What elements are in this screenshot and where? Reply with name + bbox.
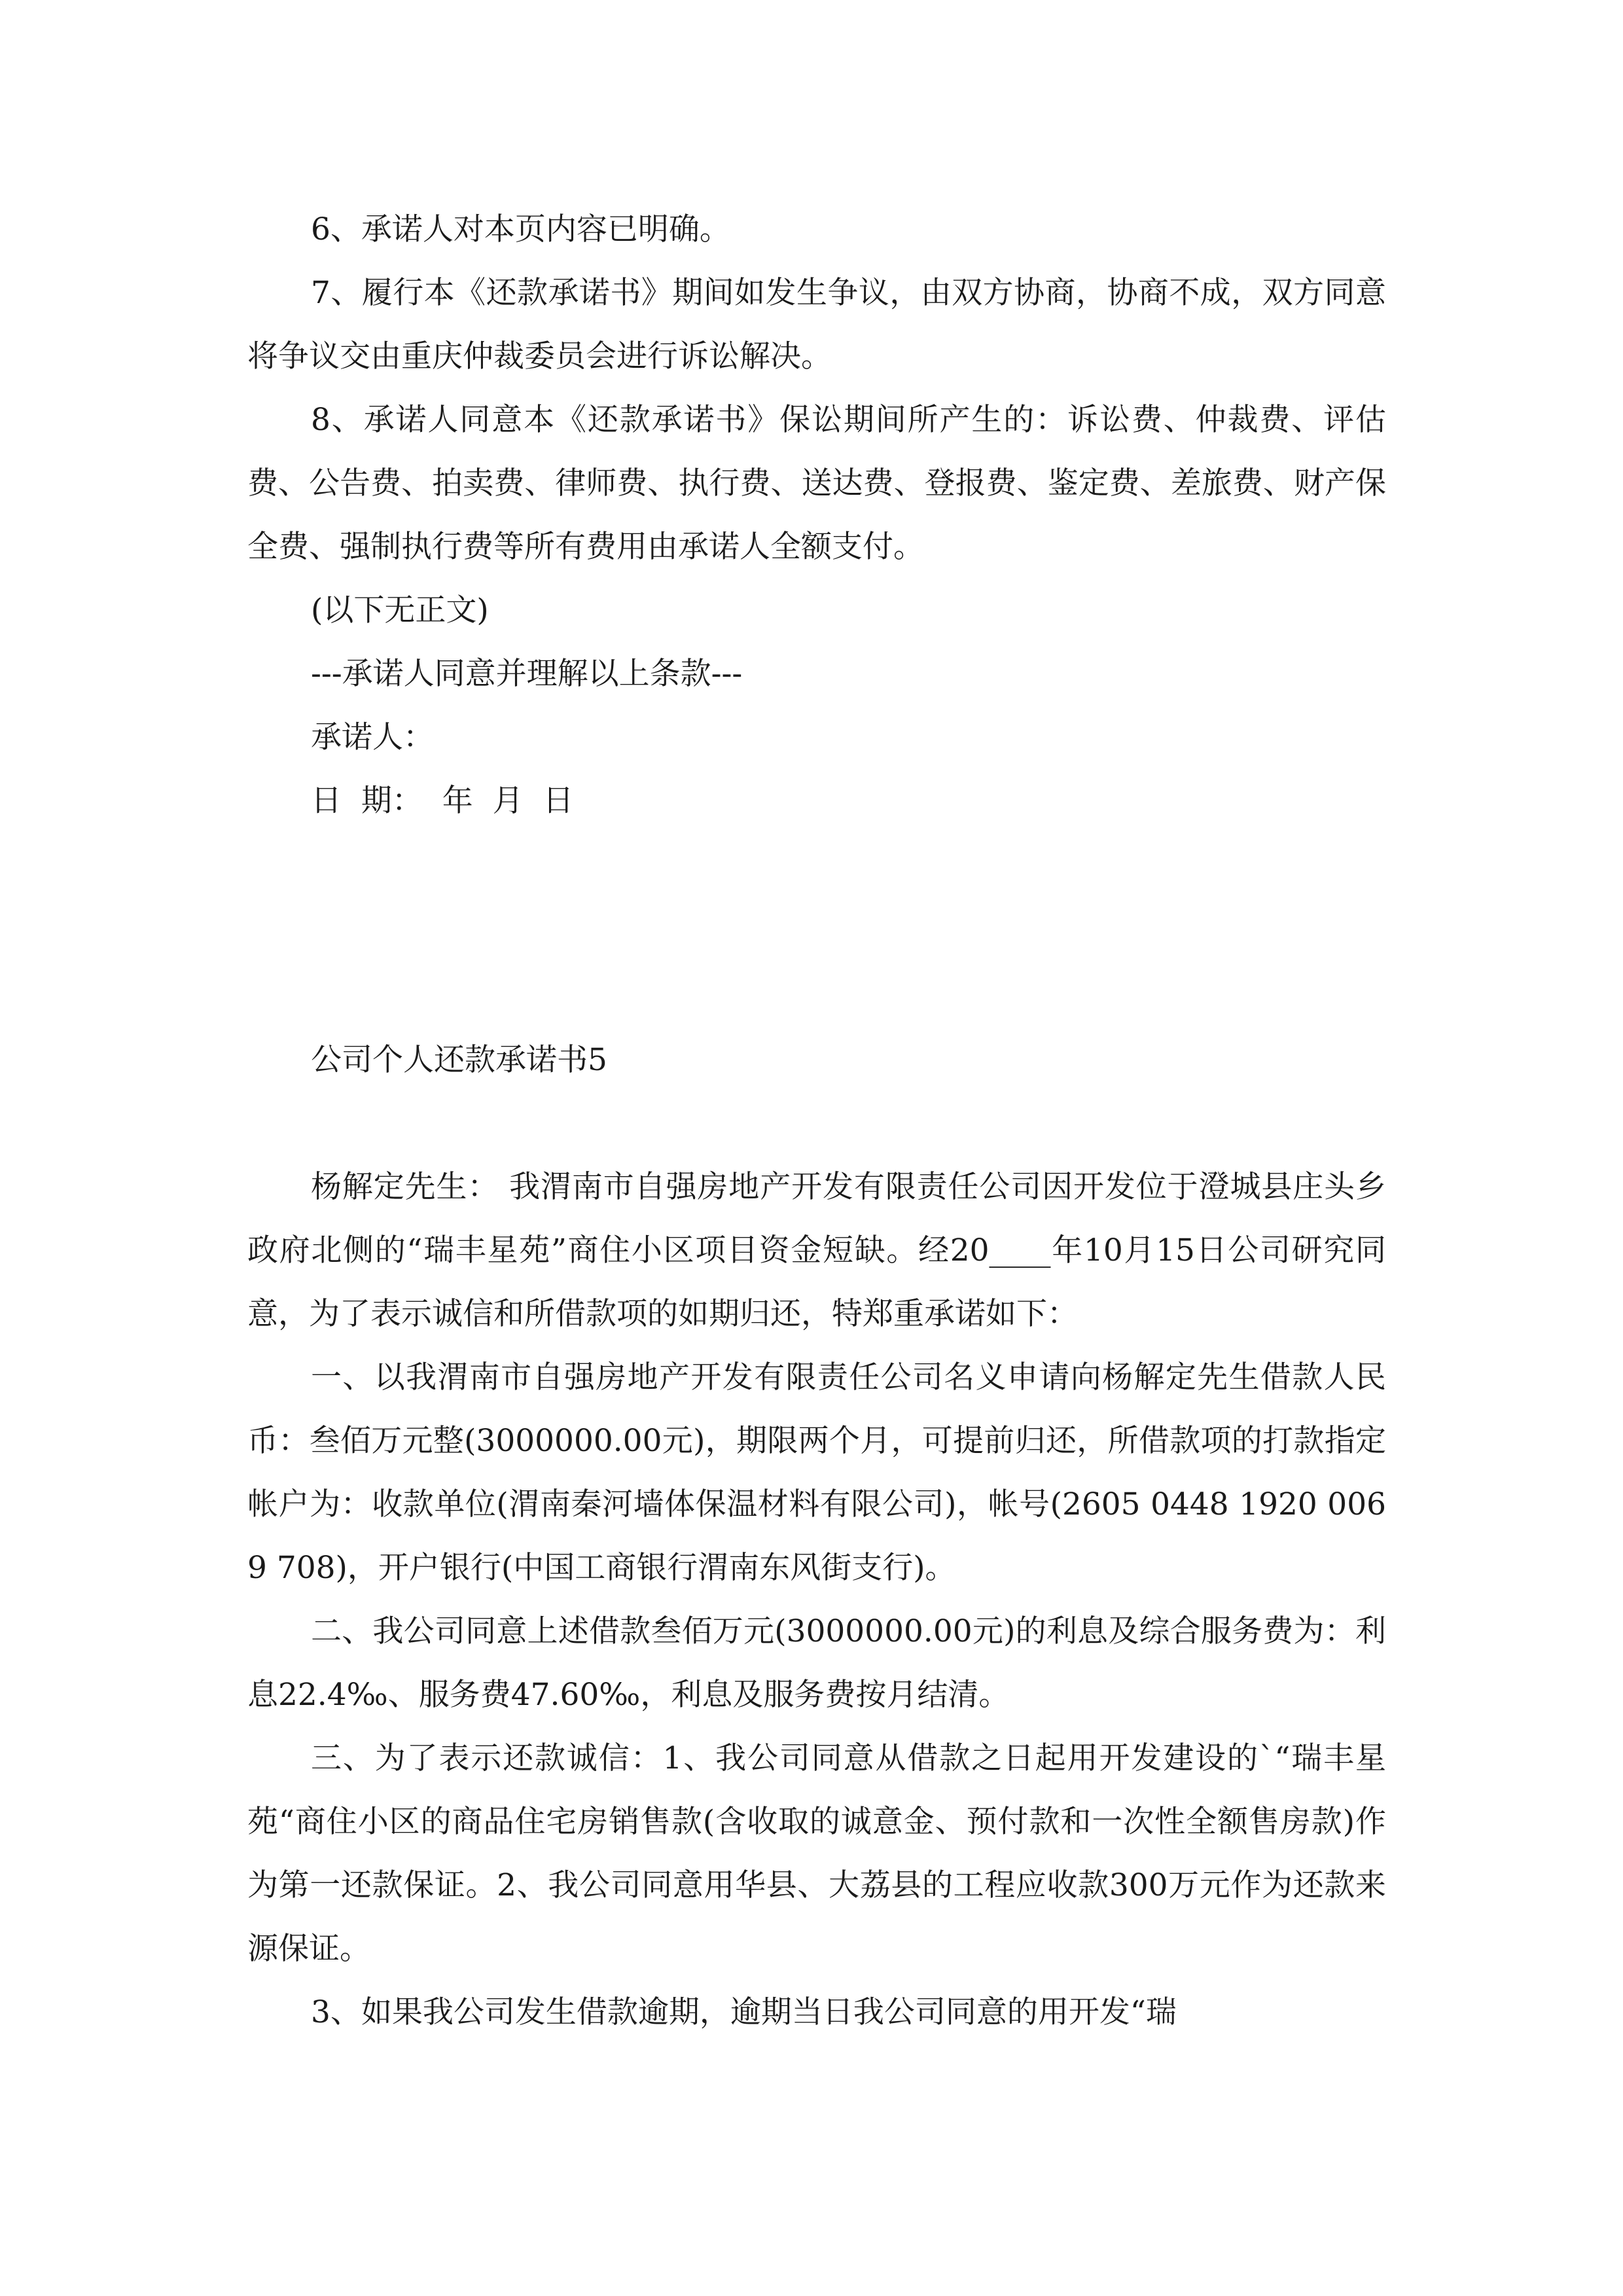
date-label: 日 期： 年 月 日 — [311, 783, 574, 819]
clause-2-paragraph: 二、我公司同意上述借款叁佰万元(3000000.00元)的利息及综合服务费为：利息22.4‰、服务费47.60‰，利息及服务费按月结清。 — [247, 1613, 1386, 1713]
no-more-text-note: (以下无正文) — [311, 592, 489, 628]
signer-label: 承诺人： — [311, 719, 434, 755]
section-title: 公司个人还款承诺书5 — [311, 1042, 607, 1078]
agreement-line: ---承诺人同意并理解以上条款--- — [311, 656, 743, 692]
clause-3-paragraph: 三、为了表示还款诚信：1、我公司同意从借款之日起用开发建设的`“瑞丰星苑“商住小区的商品住宅房销售款(含收取的诚意金、预付款和一次性全额售房款)作为第一还款保证。2、我公司同意用华县、大荔县的工程应收款300万元作为还款来源保证。 — [247, 1740, 1386, 1967]
intro-paragraph: 杨解定先生： 我渭南市自强房地产开发有限责任公司因开发位于澄城县庄头乡政府北侧的“瑞丰星苑”商住小区项目资金短缺。经20____年10月15日公司研究同意，为了表示诚信和所借款项的如期归还，特郑重承诺如下： — [247, 1169, 1386, 1332]
item-8: 8、承诺人同意本《还款承诺书》保讼期间所产生的：诉讼费、仲裁费、评估费、公告费、拍卖费、律师费、执行费、送达费、登报费、鉴定费、差旅费、财产保全费、强制执行费等所有费用由承诺人全额支付。 — [247, 402, 1386, 565]
clause-3-item-3: 3、如果我公司发生借款逾期，逾期当日我公司同意的用开发“瑞 — [311, 1994, 1177, 2030]
item-7: 7、履行本《还款承诺书》期间如发生争议，由双方协商，协商不成，双方同意将争议交由重庆仲裁委员会进行诉讼解决。 — [247, 275, 1386, 374]
item-6: 6、承诺人对本页内容已明确。 — [311, 211, 730, 247]
clause-1-paragraph: 一、以我渭南市自强房地产开发有限责任公司名义申请向杨解定先生借款人民币：叁佰万元整(3000000.00元)，期限两个月，可提前归还，所借款项的打款指定帐户为：收款单位(渭南秦河墙体保温材料有限公司)，帐号(2605 0448 1920 0069 708)，开户银行(中国工商银行渭南东风街支行)。 — [247, 1359, 1386, 1586]
